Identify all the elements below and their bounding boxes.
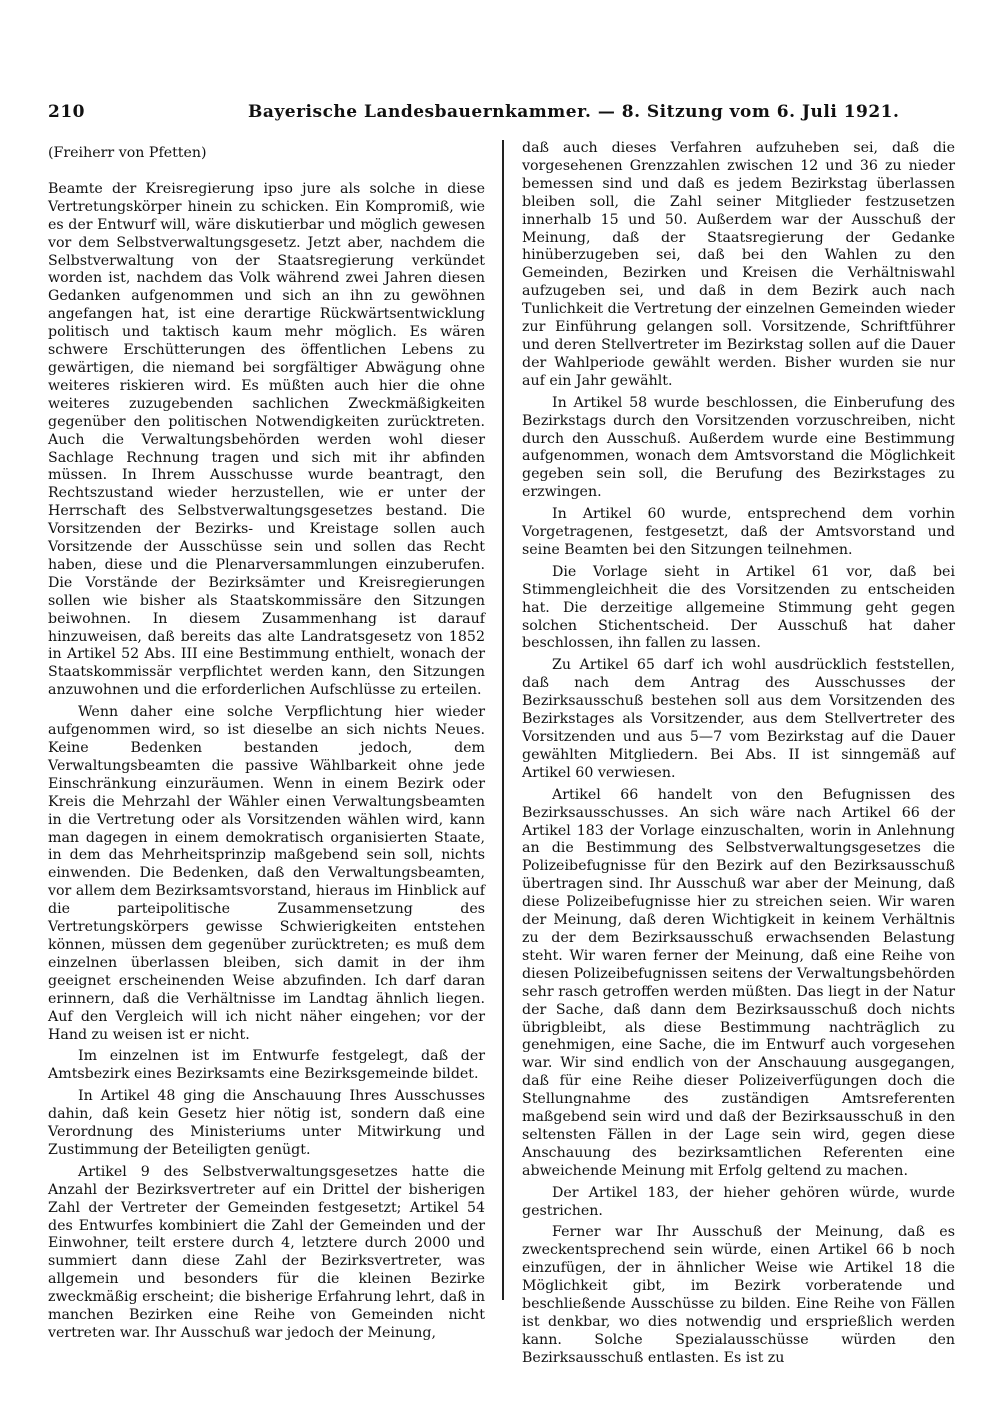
paragraph: Der Artikel 183, der hieher gehören würde, wurde gestrichen.	[522, 1184, 955, 1219]
paragraph: Artikel 9 des Selbstverwaltungsgesetzes hatte die Anzahl der Bezirksvertreter auf ein Drittel der bisherigen Zahl der Vertreter der Gemeinden festgesetzt; Artikel 54 des Entwurfes kombiniert die Zahl der Gemeinden und der Einwohner, teilt erstere durch 4, letztere durch 2000 und summiert dann diese Zahl der Bezirksvertreter, was allgemein und besonders für die kleinen Bezirke zweckmäßig erscheint; die bisherige Erfahrung lehrt, daß in manchen Bezirken eine Reihe von Gemeinden nicht vertreten war. Ihr Ausschuß war jedoch der Meinung,	[48, 1163, 485, 1341]
paragraph: In Artikel 58 wurde beschlossen, die Einberufung des Bezirkstags durch den Vorsitzenden vorzuschreiben, nicht durch den Ausschuß. Außerdem wurde eine Bestimmung aufgenommen, wonach dem Amtsvorstand die Möglichkeit gegeben sein soll, die Berufung des Bezirkstages zu erzwingen.	[522, 394, 955, 501]
paragraph: Ferner war Ihr Ausschuß der Meinung, daß es zweckentsprechend sein würde, einen Artikel 66 b noch einzufügen, der in ähnlicher Weise wie Artikel 18 die Möglichkeit gibt, im Bezirk vorberatende und beschließende Ausschüsse zu bilden. Eine Reihe von Fällen ist denkbar, wo dies notwendig und ersprießlich werden kann. Solche Spezialausschüsse würden den Bezirksausschuß entlasten. Es ist zu	[522, 1224, 955, 1366]
paragraph: daß auch dieses Verfahren aufzuheben sei, daß die vorgesehenen Grenzzahlen zwischen 12 und 36 zu nieder bemessen sind und daß es jedem Bezirkstag überlassen bleiben soll, die Zahl seiner Mitglieder festzusetzen innerhalb 15 und 50. Außerdem war der Ausschuß der Meinung, daß der Staatsregierung der Gedanke hinüberzugeben sei, daß bei den Wahlen zu den Gemeinden, Bezirken und Kreisen die Verhältniswahl aufzugeben sei, und daß in dem Bezirk auch nach Tunlichkeit die Vertretung der einzelnen Gemeinden wieder zur Einführung gelangen soll. Vorsitzende, Schriftführer und deren Stellvertreter im Bezirkstag sollen auf die Dauer der Wahlperiode gewählt werden. Bisher wurden sie nur auf ein Jahr gewählt.	[522, 140, 955, 389]
paragraph: Wenn daher eine solche Verpflichtung hier wieder aufgenommen wird, so ist dieselbe an sich nichts Neues. Keine Bedenken bestanden jedoch, dem Verwaltungsbeamten die passive Wählbarkeit ohne jede Einschränkung einzuräumen. Wenn in einem Bezirk oder Kreis die Mehrzahl der Wähler einen Verwaltungsbeamten in die Vertretung oder als Vorsitzenden wählen wird, kann man dagegen in einem demokratisch organisierten Staate, in dem das Mehrheitsprinzip maßgebend sein soll, nichts einwenden. Die Bedenken, daß den Verwaltungsbeamten, vor allem dem Bezirksamtsvorstand, hieraus im Hinblick auf die parteipolitische Zusammensetzung des Vertretungskörpers gewisse Schwierigkeiten entstehen können, müssen dem gegenüber zurücktreten; es muß dem einzelnen überlassen bleiben, sich damit in der ihm geeignet erscheinenden Weise abzufinden. Ich darf daran erinnern, daß die Verhältnisse im Landtag ähnlich liegen. Auf den Vergleich will ich nicht näher eingehen; vor der Hand zu weisen ist er nicht.	[48, 704, 485, 1043]
paragraph: Die Vorlage sieht in Artikel 61 vor, daß bei Stimmengleichheit die des Vorsitzenden zu entscheiden hat. Die derzeitige allgemeine Stimmung geht gegen solchen Stichentscheid. Der Ausschuß hat daher beschlossen, ihn fallen zu lassen.	[522, 563, 955, 652]
paragraph: Zu Artikel 65 darf ich wohl ausdrücklich feststellen, daß nach dem Antrag des Ausschusses der Bezirksausschuß bestehen soll aus dem Vorsitzenden des Bezirkstages als Vorsitzender, aus dem Stellvertreter des Vorsitzenden und aus 5—7 vom Bezirkstag auf die Dauer gewählten Mitgliedern. Bei Abs. II ist sinngemäß auf Artikel 60 verwiesen.	[522, 657, 955, 781]
paragraph: Beamte der Kreisregierung ipso jure als solche in diese Vertretungskörper hinein zu schicken. Ein Kompromiß, wie es der Entwurf will, wäre diskutierbar und möglich gewesen vor dem Selbstverwaltungsgesetz. Jetzt aber, nachdem die Selbstverwaltung von der Staatsregierung verkündet worden ist, nachdem das Volk während zwei Jahren diesen Gedanken aufgenommen und sich an ihn zu gewöhnen angefangen hat, ist eine derartige Rückwärtsentwicklung politisch und taktisch kaum mehr möglich. Es wären schwere Erschütterungen des öffentlichen Lebens zu gewärtigen, die niemand bei sorgfältiger Abwägung ohne weiteres riskieren wird. Es müßten auch hier die ohne weiteres zuzugebenden sachlichen Zweckmäßigkeiten gegenüber den politischen Notwendigkeiten zurücktreten. Auch die Verwaltungsbehörden werden wohl dieser Sachlage Rechnung tragen und sich mit ihr abfinden müssen. In Ihrem Ausschusse wurde beantragt, den Rechtszustand wieder herzustellen, wie er unter der Herrschaft des Selbstverwaltungsgesetzes bestand. Die Vorsitzenden der Bezirks- und Kreistage sollen auch Vorsitzende der Ausschüsse sein und sollen das Recht haben, diese und die Plenarversammlungen einzuberufen. Die Vorstände der Bezirksämter und Kreisregierungen sollen wie bisher als Staatskommissäre den Sitzungen beiwohnen. In diesem Zusammenhang ist darauf hinzuweisen, daß bereits das alte Landratsgesetz von 1852 in Artikel 52 Abs. III eine Bestimmung enthielt, wonach der Staatskommissär verpflichtet werden kann, den Sitzungen anzuwohnen und die erforderlichen Aufschlüsse zu erteilen.	[48, 180, 485, 699]
column-divider	[502, 140, 504, 1300]
left-column	[48, 140, 485, 1347]
page-header	[48, 96, 968, 128]
paragraph: Im einzelnen ist im Entwurfe festgelegt, daß der Amtsbezirk eines Bezirksamts eine Bezirksgemeinde bildet.	[48, 1048, 485, 1083]
running-title: Bayerische Landesbauernkammer. — 8. Sitzung vom 6. Juli 1921.	[248, 102, 900, 122]
paragraph: In Artikel 60 wurde, entsprechend dem vorhin Vorgetragenen, festgesetzt, daß der Amtsvorstand und seine Beamten bei den Sitzungen teilnehmen.	[522, 506, 955, 558]
speaker-label: (Freiherr von Pfetten)	[48, 145, 207, 161]
right-column	[522, 140, 955, 1372]
page-number: 210	[48, 102, 85, 122]
paragraph: In Artikel 48 ging die Anschauung Ihres Ausschusses dahin, daß kein Gesetz hier nötig ist, sondern daß eine Verordnung des Ministeriums unter Mitwirkung und Zustimmung der Beteiligten genügt.	[48, 1088, 485, 1158]
paragraph: Artikel 66 handelt von den Befugnissen des Bezirksausschusses. An sich wäre nach Artikel 66 der Artikel 183 der Vorlage einzuschalten, worin in Anlehnung an die Bestimmung des Selbstverwaltungsgesetzes die Polizeibefugnisse für den Bezirk auf den Bezirksausschuß übertragen sind. Ihr Ausschuß war aber der Meinung, daß diese Polizeibefugnisse hier zu streichen seien. Wir waren der Meinung, daß deren Wichtigkeit in keinem Verhältnis zu der dem Bezirksausschuß erwachsenden Belastung steht. Wir waren ferner der Meinung, daß eine Reihe von diesen Polizeibefugnissen seitens der Verwaltungsbehörden sehr rasch getroffen werden müßten. Das liegt in der Natur der Sache, daß dann dem Bezirksausschuß doch nichts übrigbleibt, als diese Bestimmung nachträglich zu genehmigen, eine Sache, die im Entwurf auch vorgesehen war. Wir sind endlich von der Anschauung ausgegangen, daß für eine Reihe dieser Polizeiverfügungen doch die Stellungnahme des zuständigen Amtsreferenten maßgebend sein wird und daß der Bezirksausschuß in den seltensten Fällen in der Lage sein wird, gegen diese Anschauung des bezirksamtlichen Referenten eine abweichende Meinung mit Erfolg geltend zu machen.	[522, 786, 955, 1179]
